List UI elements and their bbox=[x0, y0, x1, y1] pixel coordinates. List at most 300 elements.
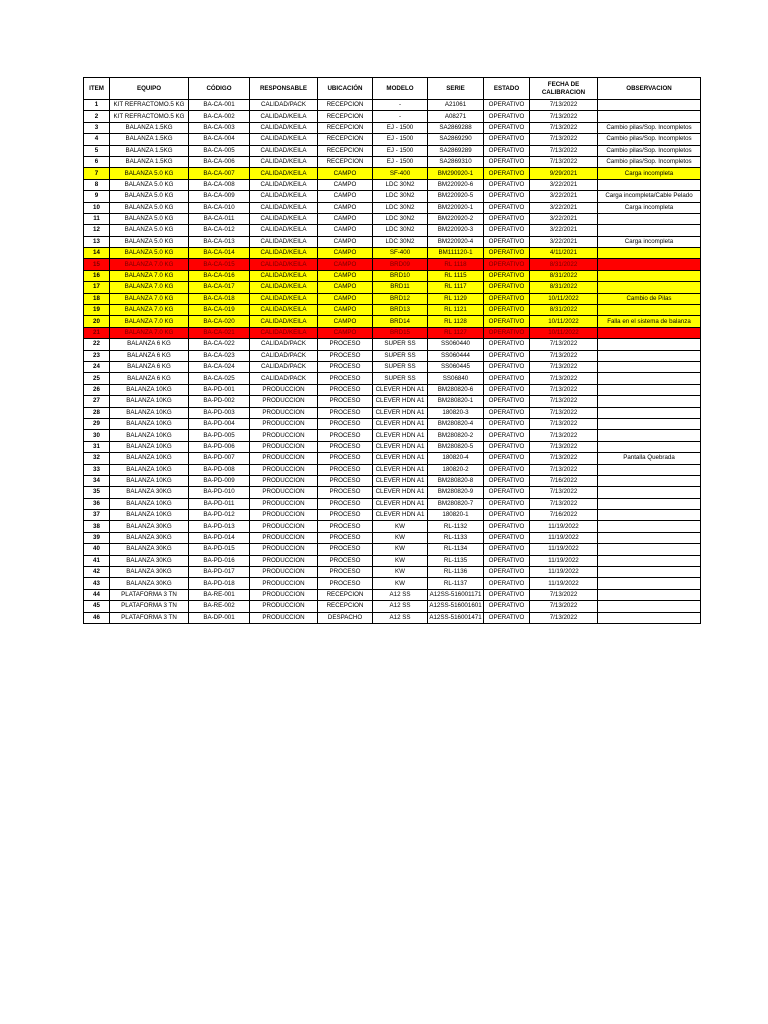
responsable-cell: CALIDAD/KEILA bbox=[250, 327, 318, 338]
codigo-cell: BA-PD-008 bbox=[189, 464, 250, 475]
observacion-cell: Cambio pilas/Sop. Incompletos bbox=[598, 122, 701, 133]
item-cell: 33 bbox=[84, 464, 110, 475]
serie-cell: RL 1129 bbox=[428, 293, 484, 304]
fecha-cell: 7/13/2022 bbox=[530, 487, 598, 498]
estado-cell: OPERATIVO bbox=[484, 339, 530, 350]
observacion-cell: Cambio pilas/Sop. Incompletos bbox=[598, 145, 701, 156]
estado-cell: OPERATIVO bbox=[484, 521, 530, 532]
observacion-cell bbox=[598, 373, 701, 384]
table-row bbox=[84, 282, 701, 293]
estado-cell: OPERATIVO bbox=[484, 453, 530, 464]
item-cell: 7 bbox=[84, 168, 110, 179]
table-row bbox=[84, 236, 701, 247]
estado-cell: OPERATIVO bbox=[484, 487, 530, 498]
ubicacion-cell: PROCESO bbox=[318, 498, 373, 509]
table-row bbox=[84, 589, 701, 600]
item-cell: 37 bbox=[84, 510, 110, 521]
fecha-cell: 3/22/2021 bbox=[530, 179, 598, 190]
estado-cell: OPERATIVO bbox=[484, 475, 530, 486]
observacion-cell bbox=[598, 339, 701, 350]
table-row bbox=[84, 134, 701, 145]
codigo-cell: BA-PD-007 bbox=[189, 453, 250, 464]
fecha-cell: 7/13/2022 bbox=[530, 464, 598, 475]
equipo-cell: BALANZA 1.5KG bbox=[110, 122, 189, 133]
serie-cell: A08271 bbox=[428, 111, 484, 122]
equipo-cell: BALANZA 5.0 KG bbox=[110, 236, 189, 247]
ubicacion-cell: CAMPO bbox=[318, 327, 373, 338]
serie-cell: BM220920-5 bbox=[428, 191, 484, 202]
codigo-cell: BA-PD-012 bbox=[189, 510, 250, 521]
equipo-cell: BALANZA 7.0 KG bbox=[110, 259, 189, 270]
estado-cell: OPERATIVO bbox=[484, 134, 530, 145]
table-row bbox=[84, 179, 701, 190]
codigo-cell: BA-DP-001 bbox=[189, 612, 250, 623]
modelo-cell: SF-400 bbox=[373, 168, 428, 179]
fecha-cell: 11/19/2022 bbox=[530, 521, 598, 532]
serie-cell: RL 1128 bbox=[428, 316, 484, 327]
codigo-cell: BA-CA-001 bbox=[189, 100, 250, 111]
ubicacion-cell: CAMPO bbox=[318, 248, 373, 259]
item-cell: 34 bbox=[84, 475, 110, 486]
equipo-cell: BALANZA 10KG bbox=[110, 441, 189, 452]
fecha-cell: 7/13/2022 bbox=[530, 430, 598, 441]
responsable-cell: CALIDAD/KEILA bbox=[250, 111, 318, 122]
modelo-cell: KW bbox=[373, 567, 428, 578]
header-codigo: CÓDIGO bbox=[189, 78, 250, 100]
fecha-cell: 7/16/2022 bbox=[530, 510, 598, 521]
serie-cell: BM220920-3 bbox=[428, 225, 484, 236]
serie-cell: SS06840 bbox=[428, 373, 484, 384]
observacion-cell bbox=[598, 407, 701, 418]
table-row bbox=[84, 578, 701, 589]
observacion-cell: Cambio pilas/Sop. Incompletos bbox=[598, 156, 701, 167]
equipo-cell: BALANZA 1.5KG bbox=[110, 134, 189, 145]
fecha-cell: 8/31/2022 bbox=[530, 305, 598, 316]
estado-cell: OPERATIVO bbox=[484, 327, 530, 338]
table-row bbox=[84, 510, 701, 521]
codigo-cell: BA-CA-011 bbox=[189, 213, 250, 224]
estado-cell: OPERATIVO bbox=[484, 202, 530, 213]
fecha-cell: 4/11/2021 bbox=[530, 248, 598, 259]
responsable-cell: PRODUCCION bbox=[250, 601, 318, 612]
fecha-cell: 11/19/2022 bbox=[530, 567, 598, 578]
item-cell: 31 bbox=[84, 441, 110, 452]
serie-cell: SA2869290 bbox=[428, 134, 484, 145]
serie-cell: SS060444 bbox=[428, 350, 484, 361]
table-row bbox=[84, 373, 701, 384]
equipo-cell: BALANZA 5.0 KG bbox=[110, 191, 189, 202]
responsable-cell: CALIDAD/KEILA bbox=[250, 134, 318, 145]
estado-cell: OPERATIVO bbox=[484, 373, 530, 384]
codigo-cell: BA-PD-001 bbox=[189, 384, 250, 395]
table-row bbox=[84, 350, 701, 361]
fecha-cell: 7/13/2022 bbox=[530, 122, 598, 133]
ubicacion-cell: PROCESO bbox=[318, 407, 373, 418]
modelo-cell: SF-400 bbox=[373, 248, 428, 259]
modelo-cell: KW bbox=[373, 544, 428, 555]
ubicacion-cell: RECEPCION bbox=[318, 156, 373, 167]
equipo-cell: BALANZA 10KG bbox=[110, 453, 189, 464]
observacion-cell bbox=[598, 498, 701, 509]
fecha-cell: 7/13/2022 bbox=[530, 396, 598, 407]
observacion-cell bbox=[598, 282, 701, 293]
modelo-cell: CLEVER HDN A1 bbox=[373, 407, 428, 418]
header-observacion: OBSERVACION bbox=[598, 78, 701, 100]
serie-cell: RL-1133 bbox=[428, 532, 484, 543]
codigo-cell: BA-CA-025 bbox=[189, 373, 250, 384]
fecha-cell: 7/13/2022 bbox=[530, 418, 598, 429]
observacion-cell bbox=[598, 305, 701, 316]
fecha-cell: 7/13/2022 bbox=[530, 601, 598, 612]
responsable-cell: CALIDAD/KEILA bbox=[250, 168, 318, 179]
estado-cell: OPERATIVO bbox=[484, 270, 530, 281]
fecha-cell: 8/31/2022 bbox=[530, 282, 598, 293]
codigo-cell: BA-RE-002 bbox=[189, 601, 250, 612]
codigo-cell: BA-CA-023 bbox=[189, 350, 250, 361]
item-cell: 2 bbox=[84, 111, 110, 122]
equipo-cell: BALANZA 10KG bbox=[110, 510, 189, 521]
table-row bbox=[84, 327, 701, 338]
table-row bbox=[84, 316, 701, 327]
responsable-cell: PRODUCCION bbox=[250, 384, 318, 395]
observacion-cell bbox=[598, 418, 701, 429]
item-cell: 41 bbox=[84, 555, 110, 566]
responsable-cell: PRODUCCION bbox=[250, 407, 318, 418]
modelo-cell: BRD09 bbox=[373, 259, 428, 270]
serie-cell: 180820-3 bbox=[428, 407, 484, 418]
ubicacion-cell: PROCESO bbox=[318, 430, 373, 441]
ubicacion-cell: CAMPO bbox=[318, 293, 373, 304]
modelo-cell: CLEVER HDN A1 bbox=[373, 453, 428, 464]
fecha-cell: 8/31/2022 bbox=[530, 270, 598, 281]
item-cell: 21 bbox=[84, 327, 110, 338]
ubicacion-cell: PROCESO bbox=[318, 361, 373, 372]
codigo-cell: BA-CA-010 bbox=[189, 202, 250, 213]
observacion-cell bbox=[598, 396, 701, 407]
codigo-cell: BA-CA-014 bbox=[189, 248, 250, 259]
estado-cell: OPERATIVO bbox=[484, 567, 530, 578]
table-row bbox=[84, 441, 701, 452]
equipment-table bbox=[83, 77, 701, 624]
table-row bbox=[84, 259, 701, 270]
fecha-cell: 7/13/2022 bbox=[530, 350, 598, 361]
fecha-cell: 7/13/2022 bbox=[530, 441, 598, 452]
fecha-cell: 7/13/2022 bbox=[530, 373, 598, 384]
equipo-cell: KIT REFRACTOMO.5 KG bbox=[110, 100, 189, 111]
fecha-cell: 7/13/2022 bbox=[530, 407, 598, 418]
serie-cell: SA2869310 bbox=[428, 156, 484, 167]
ubicacion-cell: RECEPCION bbox=[318, 122, 373, 133]
equipo-cell: BALANZA 7.0 KG bbox=[110, 270, 189, 281]
codigo-cell: BA-CA-003 bbox=[189, 122, 250, 133]
fecha-cell: 7/16/2022 bbox=[530, 475, 598, 486]
table-row bbox=[84, 498, 701, 509]
serie-cell: SS060440 bbox=[428, 339, 484, 350]
fecha-cell: 7/13/2022 bbox=[530, 134, 598, 145]
codigo-cell: BA-CA-020 bbox=[189, 316, 250, 327]
responsable-cell: CALIDAD/PACK bbox=[250, 339, 318, 350]
equipo-cell: BALANZA 5.0 KG bbox=[110, 248, 189, 259]
estado-cell: OPERATIVO bbox=[484, 407, 530, 418]
ubicacion-cell: PROCESO bbox=[318, 339, 373, 350]
modelo-cell: LDC 30N2 bbox=[373, 236, 428, 247]
modelo-cell: A12 SS bbox=[373, 589, 428, 600]
modelo-cell: LDC 30N2 bbox=[373, 202, 428, 213]
fecha-cell: 3/22/2021 bbox=[530, 191, 598, 202]
equipo-cell: BALANZA 7.0 KG bbox=[110, 316, 189, 327]
equipo-cell: BALANZA 30KG bbox=[110, 544, 189, 555]
modelo-cell: LDC 30N2 bbox=[373, 225, 428, 236]
codigo-cell: BA-PD-003 bbox=[189, 407, 250, 418]
equipo-cell: BALANZA 7.0 KG bbox=[110, 293, 189, 304]
codigo-cell: BA-RE-001 bbox=[189, 589, 250, 600]
equipo-cell: BALANZA 10KG bbox=[110, 407, 189, 418]
item-cell: 23 bbox=[84, 350, 110, 361]
equipo-cell: BALANZA 1.5KG bbox=[110, 156, 189, 167]
equipo-cell: BALANZA 5.0 KG bbox=[110, 202, 189, 213]
observacion-cell bbox=[598, 612, 701, 623]
responsable-cell: CALIDAD/KEILA bbox=[250, 179, 318, 190]
serie-cell: BM280820-1 bbox=[428, 396, 484, 407]
responsable-cell: CALIDAD/PACK bbox=[250, 361, 318, 372]
responsable-cell: PRODUCCION bbox=[250, 418, 318, 429]
ubicacion-cell: PROCESO bbox=[318, 350, 373, 361]
ubicacion-cell: PROCESO bbox=[318, 544, 373, 555]
responsable-cell: CALIDAD/KEILA bbox=[250, 156, 318, 167]
responsable-cell: CALIDAD/KEILA bbox=[250, 316, 318, 327]
table-row bbox=[84, 156, 701, 167]
table-row bbox=[84, 384, 701, 395]
codigo-cell: BA-CA-015 bbox=[189, 259, 250, 270]
ubicacion-cell: PROCESO bbox=[318, 418, 373, 429]
ubicacion-cell: CAMPO bbox=[318, 191, 373, 202]
equipo-cell: PLATAFORMA 3 TN bbox=[110, 612, 189, 623]
modelo-cell: SUPER SS bbox=[373, 361, 428, 372]
fecha-cell: 11/19/2022 bbox=[530, 578, 598, 589]
equipo-cell: BALANZA 10KG bbox=[110, 384, 189, 395]
serie-cell: RL-1136 bbox=[428, 567, 484, 578]
header-equipo: EQUIPO bbox=[110, 78, 189, 100]
header-item: ITEM bbox=[84, 78, 110, 100]
table-row bbox=[84, 305, 701, 316]
equipo-cell: BALANZA 7.0 KG bbox=[110, 282, 189, 293]
responsable-cell: PRODUCCION bbox=[250, 589, 318, 600]
equipo-cell: BALANZA 10KG bbox=[110, 498, 189, 509]
responsable-cell: PRODUCCION bbox=[250, 498, 318, 509]
observacion-cell bbox=[598, 589, 701, 600]
fecha-cell: 7/13/2022 bbox=[530, 111, 598, 122]
ubicacion-cell: PROCESO bbox=[318, 555, 373, 566]
table-row bbox=[84, 213, 701, 224]
observacion-cell bbox=[598, 100, 701, 111]
table-row bbox=[84, 544, 701, 555]
estado-cell: OPERATIVO bbox=[484, 350, 530, 361]
serie-cell: BM220920-1 bbox=[428, 202, 484, 213]
modelo-cell: KW bbox=[373, 555, 428, 566]
table-row bbox=[84, 361, 701, 372]
estado-cell: OPERATIVO bbox=[484, 418, 530, 429]
item-cell: 28 bbox=[84, 407, 110, 418]
modelo-cell: CLEVER HDN A1 bbox=[373, 418, 428, 429]
serie-cell: A12SS-516001601 bbox=[428, 601, 484, 612]
responsable-cell: CALIDAD/KEILA bbox=[250, 191, 318, 202]
serie-cell: SA2869288 bbox=[428, 122, 484, 133]
responsable-cell: CALIDAD/PACK bbox=[250, 373, 318, 384]
estado-cell: OPERATIVO bbox=[484, 179, 530, 190]
item-cell: 10 bbox=[84, 202, 110, 213]
ubicacion-cell: RECEPCION bbox=[318, 145, 373, 156]
codigo-cell: BA-CA-002 bbox=[189, 111, 250, 122]
estado-cell: OPERATIVO bbox=[484, 464, 530, 475]
responsable-cell: CALIDAD/KEILA bbox=[250, 259, 318, 270]
equipo-cell: BALANZA 30KG bbox=[110, 567, 189, 578]
responsable-cell: PRODUCCION bbox=[250, 532, 318, 543]
codigo-cell: BA-PD-014 bbox=[189, 532, 250, 543]
table-row bbox=[84, 487, 701, 498]
responsable-cell: CALIDAD/KEILA bbox=[250, 305, 318, 316]
codigo-cell: BA-CA-013 bbox=[189, 236, 250, 247]
header-estado: ESTADO bbox=[484, 78, 530, 100]
table-body bbox=[84, 100, 701, 624]
estado-cell: OPERATIVO bbox=[484, 259, 530, 270]
modelo-cell: BRD14 bbox=[373, 316, 428, 327]
fecha-cell: 10/11/2022 bbox=[530, 293, 598, 304]
modelo-cell: EJ - 1500 bbox=[373, 156, 428, 167]
serie-cell: RL 1121 bbox=[428, 305, 484, 316]
header-serie: SERIE bbox=[428, 78, 484, 100]
equipo-cell: BALANZA 5.0 KG bbox=[110, 168, 189, 179]
modelo-cell: SUPER SS bbox=[373, 339, 428, 350]
serie-cell: BM111120-1 bbox=[428, 248, 484, 259]
observacion-cell bbox=[598, 441, 701, 452]
table-row bbox=[84, 225, 701, 236]
codigo-cell: BA-CA-005 bbox=[189, 145, 250, 156]
item-cell: 6 bbox=[84, 156, 110, 167]
codigo-cell: BA-CA-006 bbox=[189, 156, 250, 167]
item-cell: 18 bbox=[84, 293, 110, 304]
table-row bbox=[84, 191, 701, 202]
ubicacion-cell: DESPACHO bbox=[318, 612, 373, 623]
serie-cell: A21061 bbox=[428, 100, 484, 111]
modelo-cell: LDC 30N2 bbox=[373, 191, 428, 202]
equipo-cell: BALANZA 6 KG bbox=[110, 373, 189, 384]
item-cell: 43 bbox=[84, 578, 110, 589]
fecha-cell: 7/13/2022 bbox=[530, 498, 598, 509]
estado-cell: OPERATIVO bbox=[484, 498, 530, 509]
modelo-cell: EJ - 1500 bbox=[373, 145, 428, 156]
equipo-cell: BALANZA 30KG bbox=[110, 521, 189, 532]
modelo-cell: BRD12 bbox=[373, 293, 428, 304]
codigo-cell: BA-CA-017 bbox=[189, 282, 250, 293]
item-cell: 1 bbox=[84, 100, 110, 111]
serie-cell: BM280820-8 bbox=[428, 475, 484, 486]
observacion-cell bbox=[598, 532, 701, 543]
observacion-cell bbox=[598, 521, 701, 532]
item-cell: 11 bbox=[84, 213, 110, 224]
responsable-cell: CALIDAD/KEILA bbox=[250, 145, 318, 156]
codigo-cell: BA-CA-016 bbox=[189, 270, 250, 281]
serie-cell: BM220920-4 bbox=[428, 236, 484, 247]
ubicacion-cell: PROCESO bbox=[318, 384, 373, 395]
observacion-cell: Carga incompleta bbox=[598, 236, 701, 247]
ubicacion-cell: PROCESO bbox=[318, 487, 373, 498]
responsable-cell: PRODUCCION bbox=[250, 510, 318, 521]
item-cell: 22 bbox=[84, 339, 110, 350]
item-cell: 14 bbox=[84, 248, 110, 259]
responsable-cell: CALIDAD/PACK bbox=[250, 350, 318, 361]
ubicacion-cell: PROCESO bbox=[318, 453, 373, 464]
observacion-cell: Cambio pilas/Sop. Incompletos bbox=[598, 134, 701, 145]
estado-cell: OPERATIVO bbox=[484, 532, 530, 543]
observacion-cell bbox=[598, 384, 701, 395]
estado-cell: OPERATIVO bbox=[484, 555, 530, 566]
observacion-cell bbox=[598, 601, 701, 612]
item-cell: 40 bbox=[84, 544, 110, 555]
table-row bbox=[84, 567, 701, 578]
equipo-cell: BALANZA 10KG bbox=[110, 396, 189, 407]
table-row bbox=[84, 145, 701, 156]
serie-cell: 180820-4 bbox=[428, 453, 484, 464]
table-row bbox=[84, 122, 701, 133]
serie-cell: BM280820-5 bbox=[428, 441, 484, 452]
fecha-cell: 3/22/2021 bbox=[530, 202, 598, 213]
equipo-cell: BALANZA 30KG bbox=[110, 578, 189, 589]
estado-cell: OPERATIVO bbox=[484, 293, 530, 304]
observacion-cell bbox=[598, 248, 701, 259]
item-cell: 38 bbox=[84, 521, 110, 532]
estado-cell: OPERATIVO bbox=[484, 156, 530, 167]
estado-cell: OPERATIVO bbox=[484, 225, 530, 236]
observacion-cell: Carga incompleta/Cable Pelado bbox=[598, 191, 701, 202]
fecha-cell: 9/29/2021 bbox=[530, 168, 598, 179]
item-cell: 19 bbox=[84, 305, 110, 316]
fecha-cell: 7/13/2022 bbox=[530, 361, 598, 372]
header-fecha: FECHA DE CALIBRACION bbox=[530, 78, 598, 100]
serie-cell: BM280820-2 bbox=[428, 430, 484, 441]
ubicacion-cell: CAMPO bbox=[318, 179, 373, 190]
item-cell: 20 bbox=[84, 316, 110, 327]
table-row bbox=[84, 100, 701, 111]
responsable-cell: CALIDAD/PACK bbox=[250, 100, 318, 111]
serie-cell: BM280820-6 bbox=[428, 384, 484, 395]
estado-cell: OPERATIVO bbox=[484, 430, 530, 441]
responsable-cell: PRODUCCION bbox=[250, 555, 318, 566]
item-cell: 27 bbox=[84, 396, 110, 407]
ubicacion-cell: PROCESO bbox=[318, 475, 373, 486]
observacion-cell bbox=[598, 213, 701, 224]
ubicacion-cell: PROCESO bbox=[318, 396, 373, 407]
codigo-cell: BA-PD-013 bbox=[189, 521, 250, 532]
codigo-cell: BA-PD-004 bbox=[189, 418, 250, 429]
fecha-cell: 7/13/2022 bbox=[530, 453, 598, 464]
item-cell: 16 bbox=[84, 270, 110, 281]
observacion-cell bbox=[598, 111, 701, 122]
estado-cell: OPERATIVO bbox=[484, 282, 530, 293]
codigo-cell: BA-CA-009 bbox=[189, 191, 250, 202]
modelo-cell: A12 SS bbox=[373, 601, 428, 612]
fecha-cell: 8/31/2022 bbox=[530, 259, 598, 270]
responsable-cell: PRODUCCION bbox=[250, 396, 318, 407]
serie-cell: RL 1118 bbox=[428, 259, 484, 270]
table-row bbox=[84, 532, 701, 543]
fecha-cell: 7/13/2022 bbox=[530, 100, 598, 111]
observacion-cell bbox=[598, 464, 701, 475]
fecha-cell: 7/13/2022 bbox=[530, 384, 598, 395]
serie-cell: SS060445 bbox=[428, 361, 484, 372]
codigo-cell: BA-CA-007 bbox=[189, 168, 250, 179]
modelo-cell: CLEVER HDN A1 bbox=[373, 498, 428, 509]
observacion-cell bbox=[598, 361, 701, 372]
